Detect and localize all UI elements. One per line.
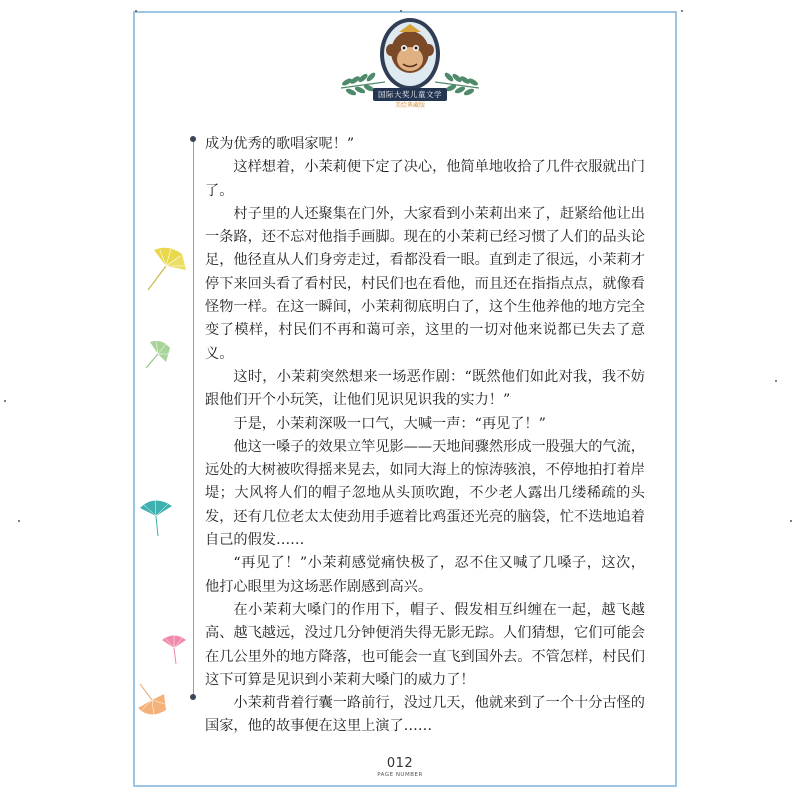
paragraph: 成为优秀的歌唱家呢！” [205,136,355,152]
margin-line [193,140,194,698]
paragraph: 他这一嗓子的效果立竿见影——天地间骤然形成一股强大的气流，远处的大树被吹得摇来晃去，如同大海上的惊涛骇浪，不停地拍打着岸堤；大风将人们的帽子忽地从头顶吹跑，不少老人露出几缕稀疏的头发，还有几位老太太使劲用手遮着比鸡蛋还光亮的脑袋，忙不迭地追着自己的假发…… [205,438,645,549]
paragraph: 在小茉莉大嗓门的作用下，帽子、假发相互纠缠在一起，越飞越高、越飞越远，没过几分钟便消失得无影无踪。人们猜想，它们可能会在几公里外的地方降落，也可能会一直飞到国外去。不管怎样，村民们这下可算是见识到小茉莉大嗓门的威力了！ [205,601,645,688]
speck [4,400,6,402]
margin-dot-bottom [190,694,196,700]
ginkgo-fan-icon [138,498,174,538]
paragraph: 于是，小茉莉深吸一口气，大喊一声：“再见了！” [233,415,546,432]
ginkgo-fan-icon [134,680,170,718]
speck [400,10,402,12]
paragraph: 这时，小茉莉突然想来一场恶作剧：“既然他们如此对我，我不妨跟他们开个小玩笑，让他们见识见识我的实力！” [205,368,645,409]
badge-subtitle: 美绘典藏版 [394,102,425,109]
speck [775,380,777,382]
page-number-label: PAGE NUMBER [377,772,423,778]
series-badge [333,10,487,110]
speck [790,520,792,522]
ginkgo-fan-icon [138,246,194,294]
page-number: 012 [386,756,414,771]
speck [681,10,683,12]
paragraph: 这样想着，小茉莉便下定了决心，他简单地收拾了几件衣服就出门了。 [205,159,645,199]
paragraph: “再见了！”小茉莉感觉痛快极了，忍不住又喊了几嗓子，这次，他打心眼里为这场恶作剧感到高兴。 [205,555,645,595]
paragraph: 村子里的人还聚集在门外，大家看到小茉莉出来了，赶紧给他让出一条路，还不忘对他指手画脚。现在的小茉莉已经习惯了人们的品头论足，他径直从人们身旁走过，看都没看一眼。直到走了很远，小茉莉才停下来回头看了看村民，村民们也在看他，而且还在指指点点，就像看怪物一样。在这一瞬间，小茉莉彻底明白了，这个生他养他的地方完全变了模样，村民们不再和蔼可亲，这里的一切对他来说都已失去了意义。 [205,205,645,362]
speck [135,10,137,12]
paragraph: 小茉莉背着行囊一路前行，没过几天，他就来到了一个十分古怪的国家，他的故事便在这里上演了…… [205,695,645,735]
ginkgo-fan-icon [160,634,188,666]
badge-title: 国际大奖儿童文学 [373,88,447,101]
margin-dot-top [190,136,196,142]
story-text [205,133,645,739]
ginkgo-fan-icon [142,338,172,372]
speck [18,520,20,522]
